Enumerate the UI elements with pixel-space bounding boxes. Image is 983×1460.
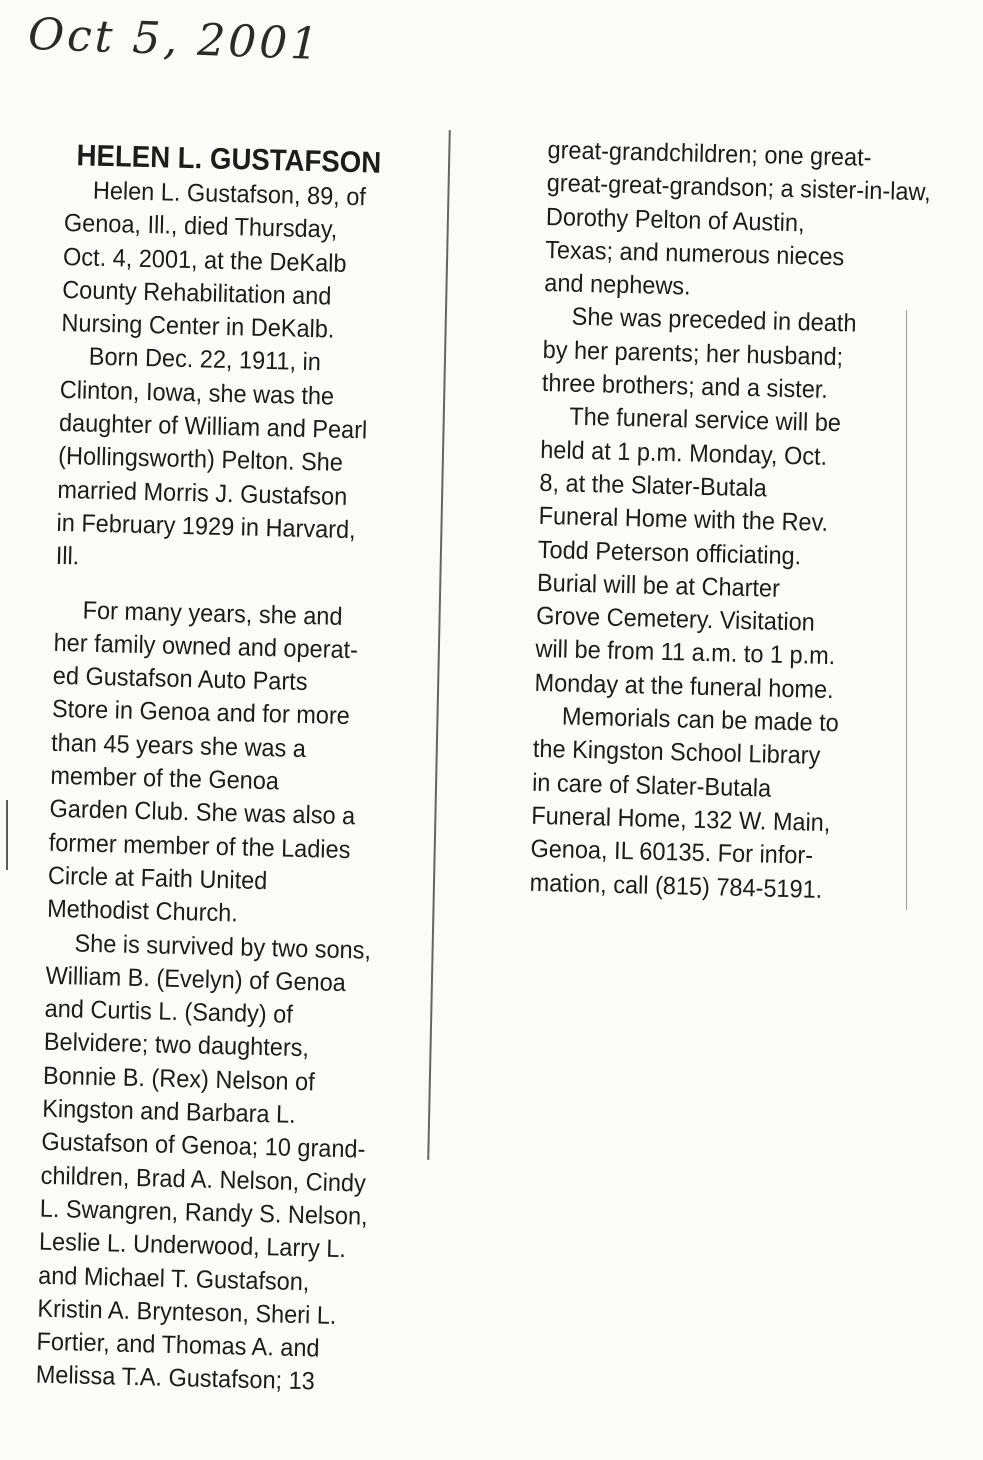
text-line: the Kingston School Library	[532, 735, 821, 771]
text-line: Texas; and numerous nieces	[544, 235, 845, 272]
handwritten-date: Oct 5, 2001	[27, 8, 323, 71]
text-line: Genoa, IL 60135. For infor-	[530, 835, 814, 870]
text-line: Helen L. Gustafson, 89, of	[92, 176, 367, 212]
text-line: Burial will be at Charter	[536, 568, 781, 603]
text-line: Leslie L. Underwood, Larry L.	[38, 1227, 347, 1264]
text-line: Genoa, Ill., died Thursday,	[63, 209, 338, 244]
column-divider	[427, 130, 451, 1160]
text-line: The funeral service will be	[568, 402, 842, 438]
right-edge-line	[906, 310, 907, 910]
text-line: Oct. 4, 2001, at the DeKalb	[62, 242, 347, 278]
text-line: Bonnie B. (Rex) Nelson of	[42, 1061, 316, 1097]
text-line: will be from 11 a.m. to 1 p.m.	[535, 635, 836, 671]
text-line: (Hollingsworth) Pelton. She	[57, 442, 344, 478]
text-line: and nephews.	[544, 269, 691, 301]
text-line: Garden Club. She was also a	[49, 795, 356, 831]
text-line: and Michael T. Gustafson,	[37, 1261, 310, 1296]
text-line: She was preceded in death	[571, 303, 857, 339]
text-line: daughter of William and Pearl	[58, 408, 368, 445]
text-line: former member of the Ladies	[48, 828, 351, 864]
text-line: in care of Slater-Butala	[531, 768, 772, 803]
text-line: ed Gustafson Auto Parts	[52, 661, 308, 697]
text-line: member of the Genoa	[50, 761, 280, 796]
text-line: Kingston and Barbara L.	[41, 1094, 297, 1129]
right-column	[529, 134, 956, 910]
text-line: Gustafson of Genoa; 10 grand-	[41, 1128, 366, 1164]
text-line: Funeral Home with the Rev.	[538, 502, 829, 538]
text-line: For many years, she and	[82, 596, 343, 631]
text-line: William B. (Evelyn) of Genoa	[45, 961, 347, 997]
text-line: mation, call (815) 784-5191.	[529, 868, 823, 904]
text-line: Monday at the funeral home.	[534, 668, 835, 704]
text-line: Born Dec. 22, 1911, in	[88, 343, 322, 377]
text-line: 8, at the Slater-Butala	[539, 468, 768, 503]
text-line: three brothers; and a sister.	[541, 369, 829, 404]
text-line: Clinton, Iowa, she was the	[59, 375, 335, 411]
text-line: great-great-grandson; a sister-in-law,	[546, 169, 932, 207]
text-line: Dorothy Pelton of Austin,	[545, 202, 805, 237]
text-line: Ill.	[55, 542, 80, 571]
obituary-title: HELEN L. GUSTAFSON	[76, 139, 382, 180]
text-line: Kristin A. Brynteson, Sheri L.	[37, 1294, 337, 1330]
text-line: County Rehabilitation and	[61, 275, 332, 311]
text-line: Funeral Home, 132 W. Main,	[530, 801, 831, 838]
text-line: than 45 years she was a	[50, 728, 307, 763]
text-line: and Curtis L. (Sandy) of	[44, 994, 294, 1029]
text-line: Memorials can be made to	[561, 702, 840, 738]
text-line: in February 1929 in Harvard,	[56, 508, 356, 545]
text-line: by her parents; her husband;	[542, 335, 844, 372]
text-line: married Morris J. Gustafson	[57, 475, 348, 511]
text-line: great-grandchildren; one great-	[547, 135, 872, 172]
text-line: Todd Peterson officiating.	[537, 535, 802, 570]
text-line: Belvidere; two daughters,	[43, 1028, 310, 1063]
text-line: L. Swangren, Randy S. Nelson,	[39, 1194, 368, 1231]
text-line: her family owned and operat-	[53, 628, 359, 665]
text-line: Circle at Faith United	[47, 861, 268, 896]
text-line: Methodist Church.	[46, 895, 239, 928]
text-line: Grove Cemetery. Visitation	[535, 602, 816, 637]
text-line: children, Brad A. Nelson, Cindy	[40, 1161, 367, 1198]
text-line: Store in Genoa and for more	[51, 695, 351, 731]
text-line: held at 1 p.m. Monday, Oct.	[539, 435, 828, 471]
text-line: Nursing Center in DeKalb.	[61, 309, 335, 344]
text-line: Fortier, and Thomas A. and	[36, 1327, 320, 1363]
text-line: Melissa T.A. Gustafson; 13	[35, 1361, 316, 1396]
text-line: She is survived by two sons,	[74, 928, 372, 965]
left-edge-mark	[6, 800, 8, 870]
left-column	[35, 138, 414, 1401]
